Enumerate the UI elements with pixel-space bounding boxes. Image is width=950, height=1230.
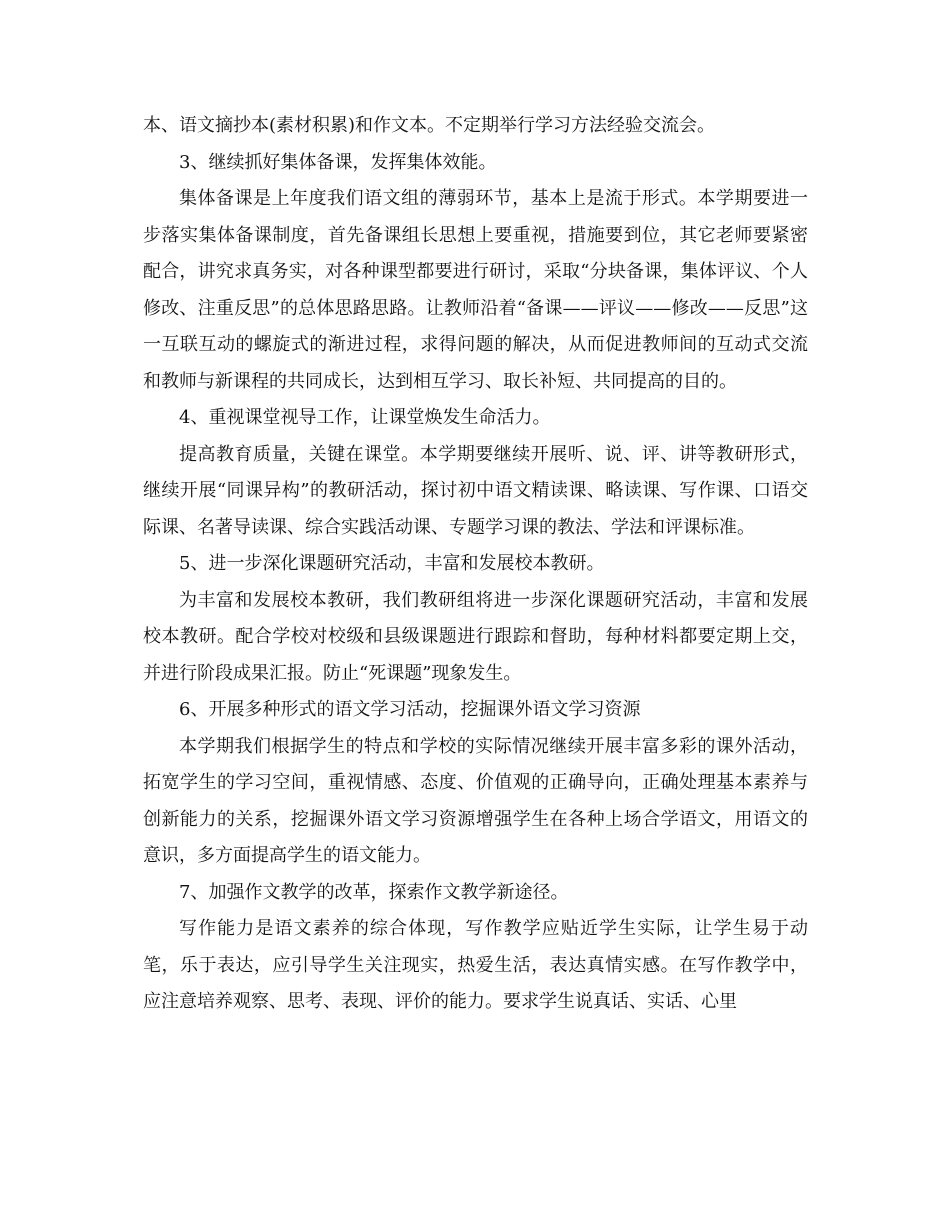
paragraph-extracurricular: 本学期我们根据学生的特点和学校的实际情况继续开展丰富多彩的课外活动，拓宽学生的学习空间，重视情感、态度、价值观的正确导向，正确处理基本素养与创新能力的关系，挖掘课外语文学习资源增强学生在各种上场合学语文，用语文的意识，多方面提高学生的语文能力。 (143, 735, 808, 866)
paragraph-writing-teaching: 写作能力是语文素养的综合体现，写作教学应贴近学生实际，让学生易于动笔，乐于表达，应引导学生关注现实，热爱生活，表达真情实感。在写作教学中，应注意培养观察、思考、表现、评价的能力。要求学生说真话、实话、心里 (143, 918, 808, 1012)
section-heading-4: 4、重视课堂视导工作，让课堂焕发生命活力。 (179, 407, 551, 428)
paragraph-research-topics: 为丰富和发展校本教研，我们教研组将进一步深化课题研究活动，丰富和发展校本教研。配合学校对校级和县级课题进行跟踪和督助，每种材料都要定期上交，并进行阶段成果汇报。防止“死课题”现象发生。 (143, 589, 808, 684)
paragraph-classroom-quality: 提高教育质量，关键在课堂。本学期要继续开展听、说、评、讲等教研形式，继续开展“同课异构”的教研活动，探讨初中语文精读课、略读课、写作课、口语交际课、名著导读课、综合实践活动课、专题学习课的教法、学法和评课标准。 (143, 443, 808, 538)
section-heading-3: 3、继续抓好集体备课，发挥集体效能。 (179, 151, 497, 173)
section-heading-5: 5、进一步深化课题研究活动，丰富和发展校本教研。 (179, 553, 605, 574)
paragraph-continuation: 本、语文摘抄本(素材积累)和作文本。不定期举行学习方法经验交流会。 (143, 115, 716, 136)
section-heading-6: 6、开展多种形式的语文学习活动，挖掘课外语文学习资源 (179, 699, 641, 720)
paragraph-collective-lesson-prep: 集体备课是上年度我们语文组的薄弱环节，基本上是流于形式。本学期要进一步落实集体备课制度，首先备课组长思想上要重视，措施要到位，其它老师要紧密配合，讲究求真务实，对各种课型都要进行研讨，采取“分块备课，集体评议、个人修改、注重反思”的总体思路思路。让教师沿着“备课——评议——修改——反思”这一互联互动的螺旋式的渐进过程，求得问题的解决，从而促进教师间的互动式交流和教师与新课程的共同成长，达到相互学习、取长补短、共同提高的目的。 (143, 188, 808, 392)
section-heading-7: 7、加强作文教学的改革，探索作文教学新途径。 (179, 881, 569, 903)
document-body (143, 108, 808, 1021)
